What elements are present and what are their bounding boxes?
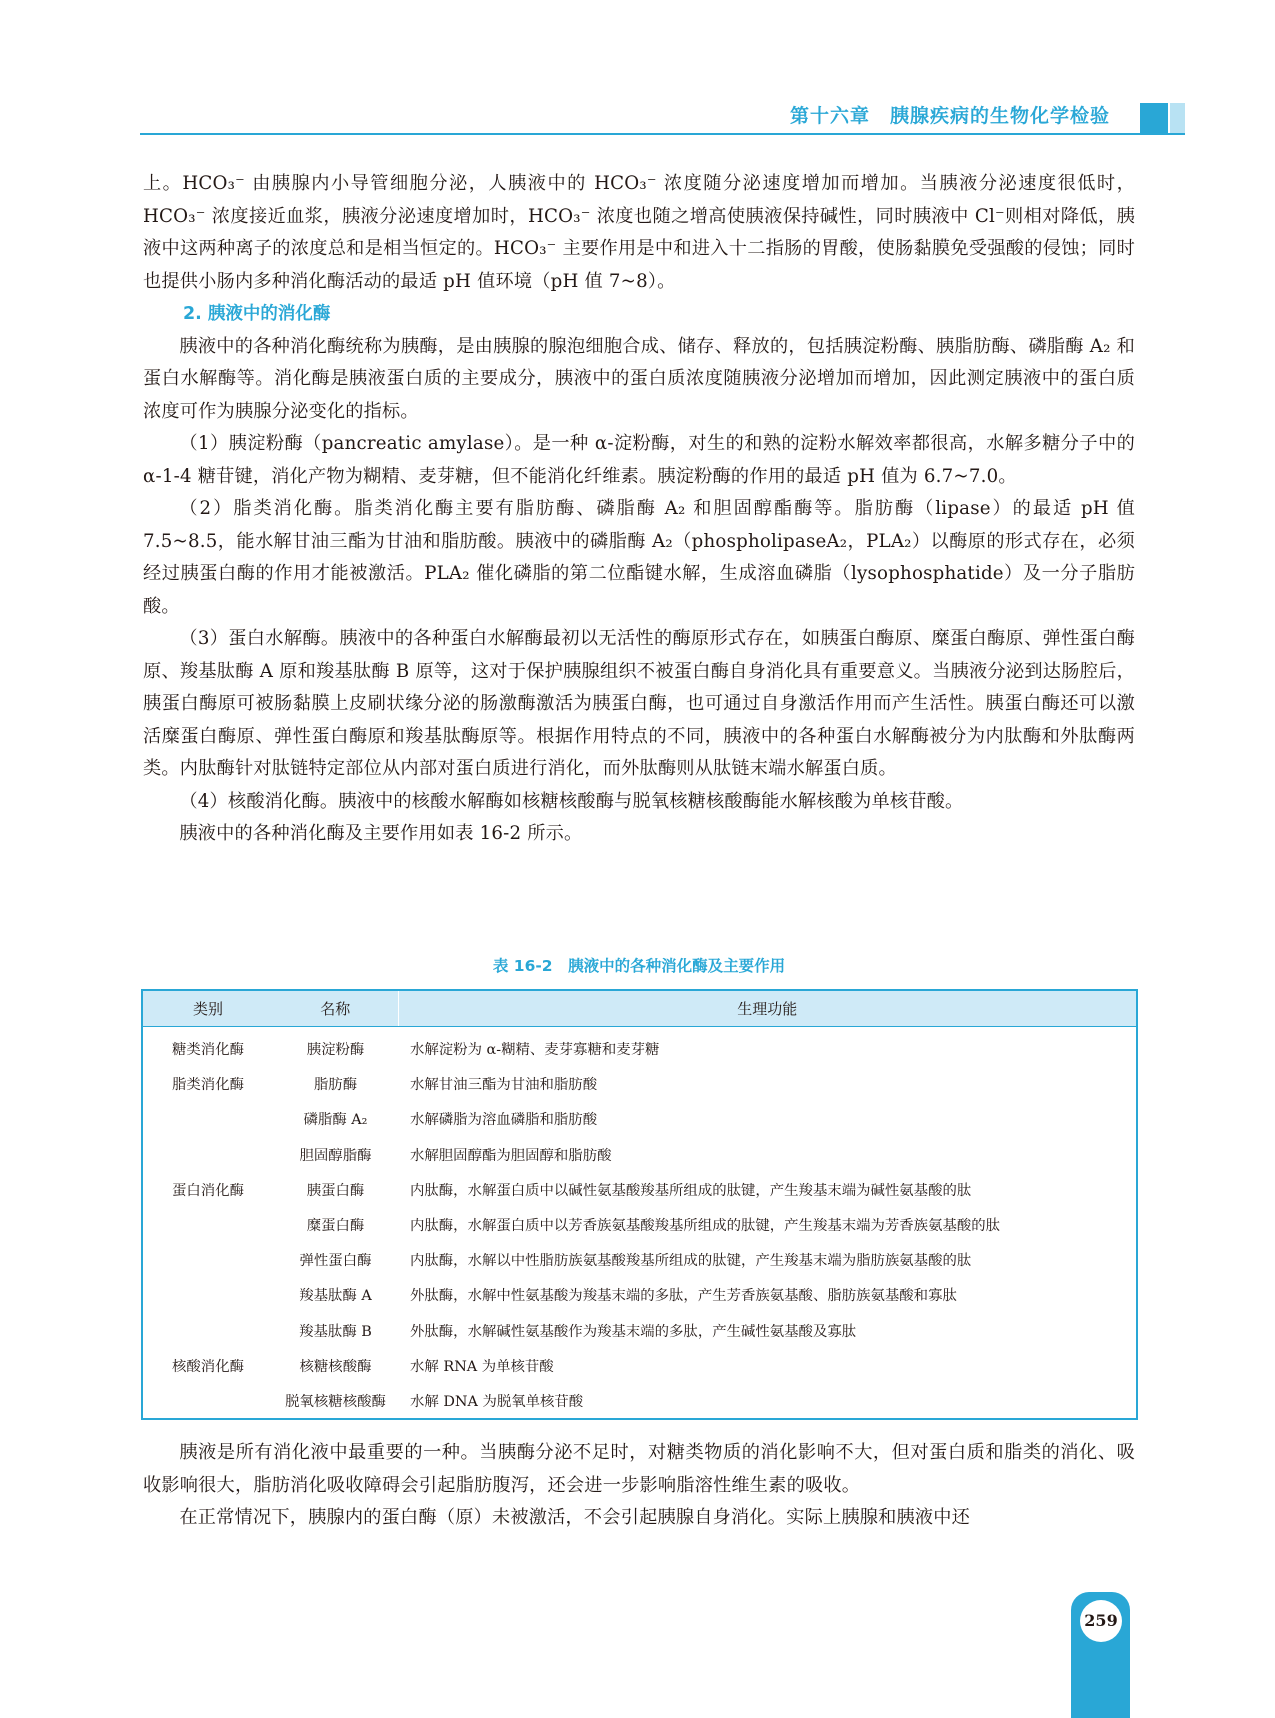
cell-name: 胰淀粉酶 [306,1042,365,1059]
table-row [143,1027,1136,1067]
paragraph: 胰液中的各种消化酶及主要作用如表 16-2 所示。 [179,823,583,844]
section-heading: 2. 胰液中的消化酶 [183,304,331,324]
body-text-bottom [143,1437,1135,1535]
paragraph: （3）蛋白水解酶。胰液中的各种蛋白水解酶最初以无活性的酶原形式存在，如胰蛋白酶原、糜蛋白酶原、弹性蛋白酶原、羧基肽酶 A 原和羧基肽酶 B 原等，这对于保护胰腺组织不被蛋白酶自身消化具有重要意义。当胰液分泌到达肠腔后，胰蛋白酶原可被肠黏膜上皮刷状缘分泌的肠激酶激活为胰蛋白酶，也可通过自身激活作用而产生活性。胰蛋白酶还可以激活糜蛋白酶原、弹性蛋白酶原和羧基肽酶原等。根据作用特点的不同，胰液中的各种蛋白水解酶被分为内肽酶和外肽酶两类。内肽酶针对肽链特定部位从内部对蛋白质进行消化，而外肽酶则从肽链末端水解蛋白质。 [143,628,1135,779]
paragraph: 在正常情况下，胰腺内的蛋白酶（原）未被激活，不会引起胰腺自身消化。实际上胰腺和胰液中还 [179,1507,971,1528]
cell-name: 磷脂酶 A₂ [303,1112,368,1129]
cell-function: 水解磷脂为溶血磷脂和脂肪酸 [410,1112,598,1129]
table-caption: 表 16-2 胰液中的各种消化酶及主要作用 [492,957,786,975]
table-row [143,1242,1136,1277]
header-function: 生理功能 [398,991,1136,1027]
cell-function: 内肽酶，水解蛋白质中以芳香族氨基酸羧基所组成的肽键，产生羧基末端为芳香族氨基酸的肽 [410,1218,1001,1235]
cell-name: 羧基肽酶 A [299,1288,372,1305]
paragraph: 胰液是所有消化液中最重要的一种。当胰酶分泌不足时，对糖类物质的消化影响不大，但对蛋白质和脂类的消化、吸收影响很大，脂肪消化吸收障碍会引起脂肪腹泻，还会进一步影响脂溶性维生素的吸收。 [143,1442,1135,1496]
chapter-header-title: 第十六章 胰腺疾病的生物化学检验 [789,105,1110,127]
cell-function: 水解 DNA 为脱氧单核苷酸 [410,1393,584,1410]
table-row [143,1277,1136,1312]
table-header-row [143,991,1136,1027]
header-decor-block [1140,103,1168,133]
cell-name: 核糖核酸酶 [299,1358,372,1375]
paragraph: （1）胰淀粉酶（pancreatic amylase）。是一种 α-淀粉酶，对生的和熟的淀粉水解效率都很高，水解多糖分子中的 α-1-4 糖苷键，消化产物为糊精、麦芽糖，但不能消化纤维素。胰淀粉酶的作用的最适 pH 值为 6.7~7.0。 [143,433,1135,487]
table-row [143,1172,1136,1207]
table-row [143,1066,1136,1101]
table-row [143,1383,1136,1418]
cell-name: 糜蛋白酶 [306,1218,365,1235]
cell-category [143,1383,273,1418]
body-text-top [143,168,1135,851]
header-name: 名称 [273,991,398,1027]
paragraph: 上。HCO₃⁻ 由胰腺内小导管细胞分泌，人胰液中的 HCO₃⁻ 浓度随分泌速度增加而增加。当胰液分泌速度很低时，HCO₃⁻ 浓度接近血浆，胰液分泌速度增加时，HCO₃⁻ 浓度也随之增高使胰液保持碱性，同时胰液中 Cl⁻则相对降低，胰液中这两种离子的浓度总和是相当恒定的。HCO₃⁻ 主要作用是中和进入十二指肠的胃酸，使肠黏膜免受强酸的侵蚀；同时也提供小肠内多种消化酶活动的最适 pH 值环境（pH 值 7~8）。 [143,173,1135,292]
paragraph: （4）核酸消化酶。胰液中的核酸水解酶如核糖核酸酶与脱氧核糖核酸酶能水解核酸为单核苷酸。 [179,790,964,812]
page-number: 259 [1080,1600,1122,1642]
header-decor-block-light [1170,103,1185,133]
cell-category [143,1242,273,1277]
cell-function: 水解甘油三酯为甘油和脂肪酸 [410,1077,598,1094]
cell-category: 核酸消化酶 [172,1358,244,1375]
cell-name: 胰蛋白酶 [306,1182,365,1199]
paragraph: 胰液中的各种消化酶统称为胰酶，是由胰腺的腺泡细胞合成、储存、释放的，包括胰淀粉酶、胰脂肪酶、磷脂酶 A₂ 和蛋白水解酶等。消化酶是胰液蛋白质的主要成分，胰液中的蛋白质浓度随胰液分泌增加而增加，因此测定胰液中的蛋白质浓度可作为胰腺分泌变化的指标。 [143,335,1135,422]
cell-function: 外肽酶，水解碱性氨基酸作为羧基末端的多肽，产生碱性氨基酸及寡肽 [410,1323,857,1340]
cell-category [143,1207,273,1242]
enzyme-table [141,989,1138,1420]
cell-function: 内肽酶，水解蛋白质中以碱性氨基酸羧基所组成的肽键，产生羧基末端为碱性氨基酸的肽 [410,1182,972,1199]
cell-name: 弹性蛋白酶 [299,1253,372,1270]
table-row [143,1207,1136,1242]
cell-name: 脱氧核糖核酸酶 [285,1393,386,1410]
table-row [143,1137,1136,1172]
cell-category: 糖类消化酶 [172,1042,244,1059]
header-category: 类别 [143,991,273,1027]
cell-category: 脂类消化酶 [172,1077,244,1094]
cell-name: 胆固醇脂酶 [299,1147,372,1164]
cell-function: 内肽酶，水解以中性脂肪族氨基酸羧基所组成的肽键，产生羧基末端为脂肪族氨基酸的肽 [410,1253,972,1270]
header-rule [140,133,1185,135]
table-row [143,1101,1136,1136]
cell-function: 外肽酶，水解中性氨基酸为羧基末端的多肽，产生芳香族氨基酸、脂肪族氨基酸和寡肽 [410,1288,957,1305]
table-row [143,1313,1136,1348]
cell-function: 水解 RNA 为单核苷酸 [410,1358,554,1375]
paragraph: （2）脂类消化酶。脂类消化酶主要有脂肪酶、磷脂酶 A₂ 和胆固醇酯酶等。脂肪酶（lipase）的最适 pH 值 7.5~8.5，能水解甘油三酯为甘油和脂肪酸。胰液中的磷脂酶 A₂（phospholipaseA₂，PLA₂）以酶原的形式存在，必须经过胰蛋白酶的作用才能被激活。PLA₂ 催化磷脂的第二位酯键水解，生成溶血磷脂（lysophosphatide）及一分子脂肪酸。 [143,498,1135,617]
cell-function: 水解胆固醇酯为胆固醇和脂肪酸 [410,1147,612,1164]
cell-category: 蛋白消化酶 [172,1182,244,1199]
cell-category [143,1101,273,1136]
cell-name: 脂肪酶 [313,1077,358,1094]
cell-category [143,1137,273,1172]
cell-category [143,1313,273,1348]
cell-function: 水解淀粉为 α-糊精、麦芽寡糖和麦芽糖 [410,1042,660,1059]
cell-category [143,1277,273,1312]
cell-name: 羧基肽酶 B [299,1323,372,1340]
table-row [143,1348,1136,1383]
